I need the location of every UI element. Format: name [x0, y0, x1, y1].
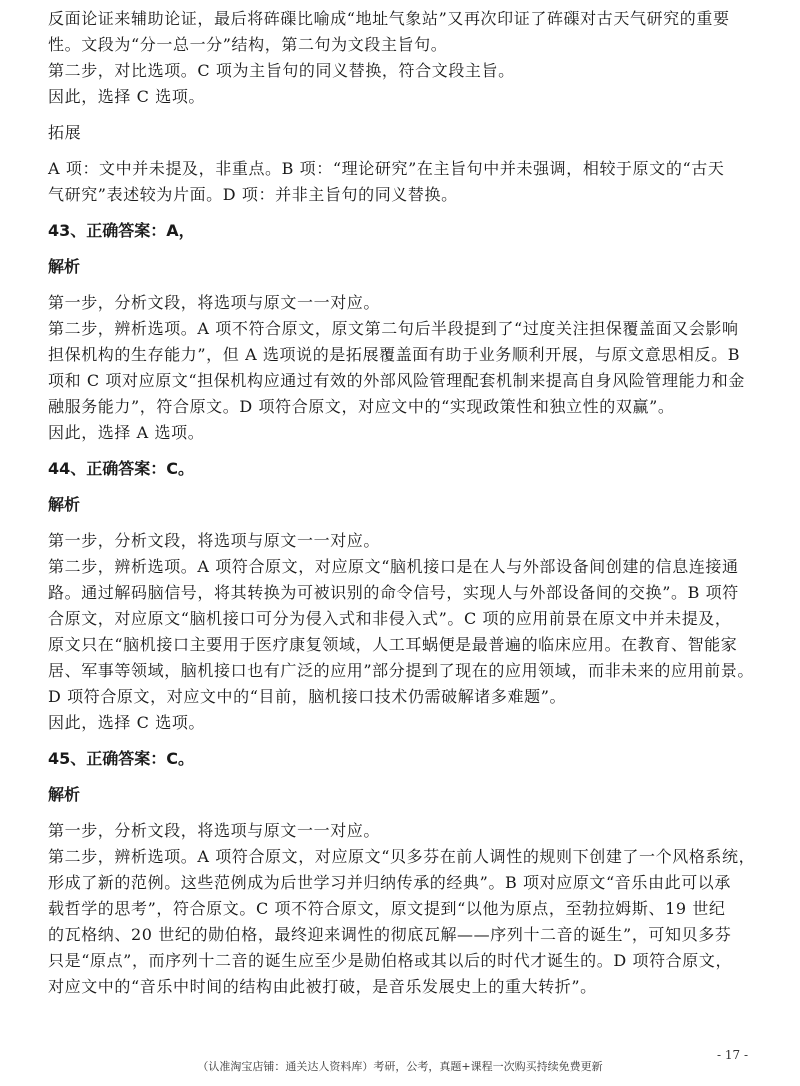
text-line: 载哲学的思考”，符合原文。C 项不符合原文，原文提到“以他为原点，至勃拉姆斯、19 世纪: [48, 899, 726, 918]
extension-title: 拓展: [48, 123, 82, 142]
analysis-label: 解析: [48, 495, 81, 514]
text-line: A 项：文中并未提及，非重点。B 项：“理论研究”在主旨句中并未强调，相较于原文的“古天: [48, 159, 725, 178]
text-line: 对应文中的“音乐中时间的结构由此被打破，是音乐发展史上的重大转折”。: [48, 977, 597, 996]
question-43: [48, 218, 768, 446]
text-line: 因此，选择 C 选项。: [48, 713, 206, 732]
text-line: 担保机构的生存能力”，但 A 选项说的是拓展覆盖面有助于业务顺利开展，与原文意思相反。B: [48, 345, 741, 364]
text-line: 第一步，分析文段，将选项与原文一一对应。: [48, 531, 381, 550]
question-45: [48, 746, 768, 1000]
text-line: 第二步，对比选项。C 项为主旨句的同义替换，符合文段主旨。: [48, 61, 515, 80]
text-line: 原文只在“脑机接口主要用于医疗康复领域，人工耳蜗便是最普遍的临床应用。在教育、智能家: [48, 635, 738, 654]
text-line: 项和 C 项对应原文“担保机构应通过有效的外部风险管理配套机制来提高自身风险管理能力和金: [48, 371, 745, 390]
footer-text: （认准淘宝店铺：通关达人资料库）考研，公考，真题+课程一次购买持续免费更新: [197, 1060, 603, 1073]
text-line: 第二步，辨析选项。A 项符合原文，对应原文“脑机接口是在人与外部设备间创建的信息连接通: [48, 557, 739, 576]
text-line: 居、军事等领域，脑机接口也有广泛的应用”部分提到了现在的应用领域，而非未来的应用前景。: [48, 661, 754, 680]
analysis-label: 解析: [48, 785, 81, 804]
page-number: - 17 -: [716, 1048, 748, 1062]
answer-heading: 44、正确答案：C。: [48, 459, 195, 478]
text-line: 气研究”表述较为片面。D 项：并非主旨句的同义替换。: [48, 185, 458, 204]
text-line: 融服务能力”，符合原文。D 项符合原文，对应文中的“实现政策性和独立性的双赢”。: [48, 397, 675, 416]
text-line: 第一步，分析文段，将选项与原文一一对应。: [48, 293, 381, 312]
text-line: 因此，选择 A 选项。: [48, 423, 205, 442]
text-line: 因此，选择 C 选项。: [48, 87, 206, 106]
text-line: 只是“原点”，而序列十二音的诞生应至少是勋伯格或其以后的时代才诞生的。D 项符合原文，: [48, 951, 733, 970]
extension-section: [48, 120, 768, 208]
text-line: 性。文段为“分一总一分”结构，第二句为文段主旨句。: [48, 35, 448, 54]
text-line: 的瓦格纳、20 世纪的勋伯格，最终迎来调性的彻底瓦解——序列十二音的诞生”，可知贝多芬: [48, 925, 732, 944]
answer-heading: 43、正确答案：A，: [48, 221, 195, 240]
intro-section: [48, 6, 768, 110]
text-line: 反面论证来辅助论证，最后将砗磲比喻成“地址气象站”又再次印证了砗磲对古天气研究的重要: [48, 9, 730, 28]
text-line: 第二步，辨析选项。A 项不符合原文，原文第二句后半段提到了“过度关注担保覆盖面又会影响: [48, 319, 739, 338]
text-line: D 项符合原文，对应文中的“目前，脑机接口技术仍需破解诸多难题”。: [48, 687, 567, 706]
document-page: [48, 6, 768, 1000]
text-line: 路。通过解码脑信号，将其转换为可被识别的命令信号，实现人与外部设备间的交换”。B 项符: [48, 583, 739, 602]
text-line: 第一步，分析文段，将选项与原文一一对应。: [48, 821, 381, 840]
text-line: 第二步，辨析选项。A 项符合原文，对应原文“贝多芬在前人调性的规则下创建了一个风格系统，: [48, 847, 756, 866]
analysis-label: 解析: [48, 257, 81, 276]
answer-heading: 45、正确答案：C。: [48, 749, 195, 768]
question-44: [48, 456, 768, 736]
text-line: 合原文，对应原文“脑机接口可分为侵入式和非侵入式”。C 项的应用前景在原文中并未提及，: [48, 609, 732, 628]
text-line: 形成了新的范例。这些范例成为后世学习并归纳传承的经典”。B 项对应原文“音乐由此可以承: [48, 873, 732, 892]
